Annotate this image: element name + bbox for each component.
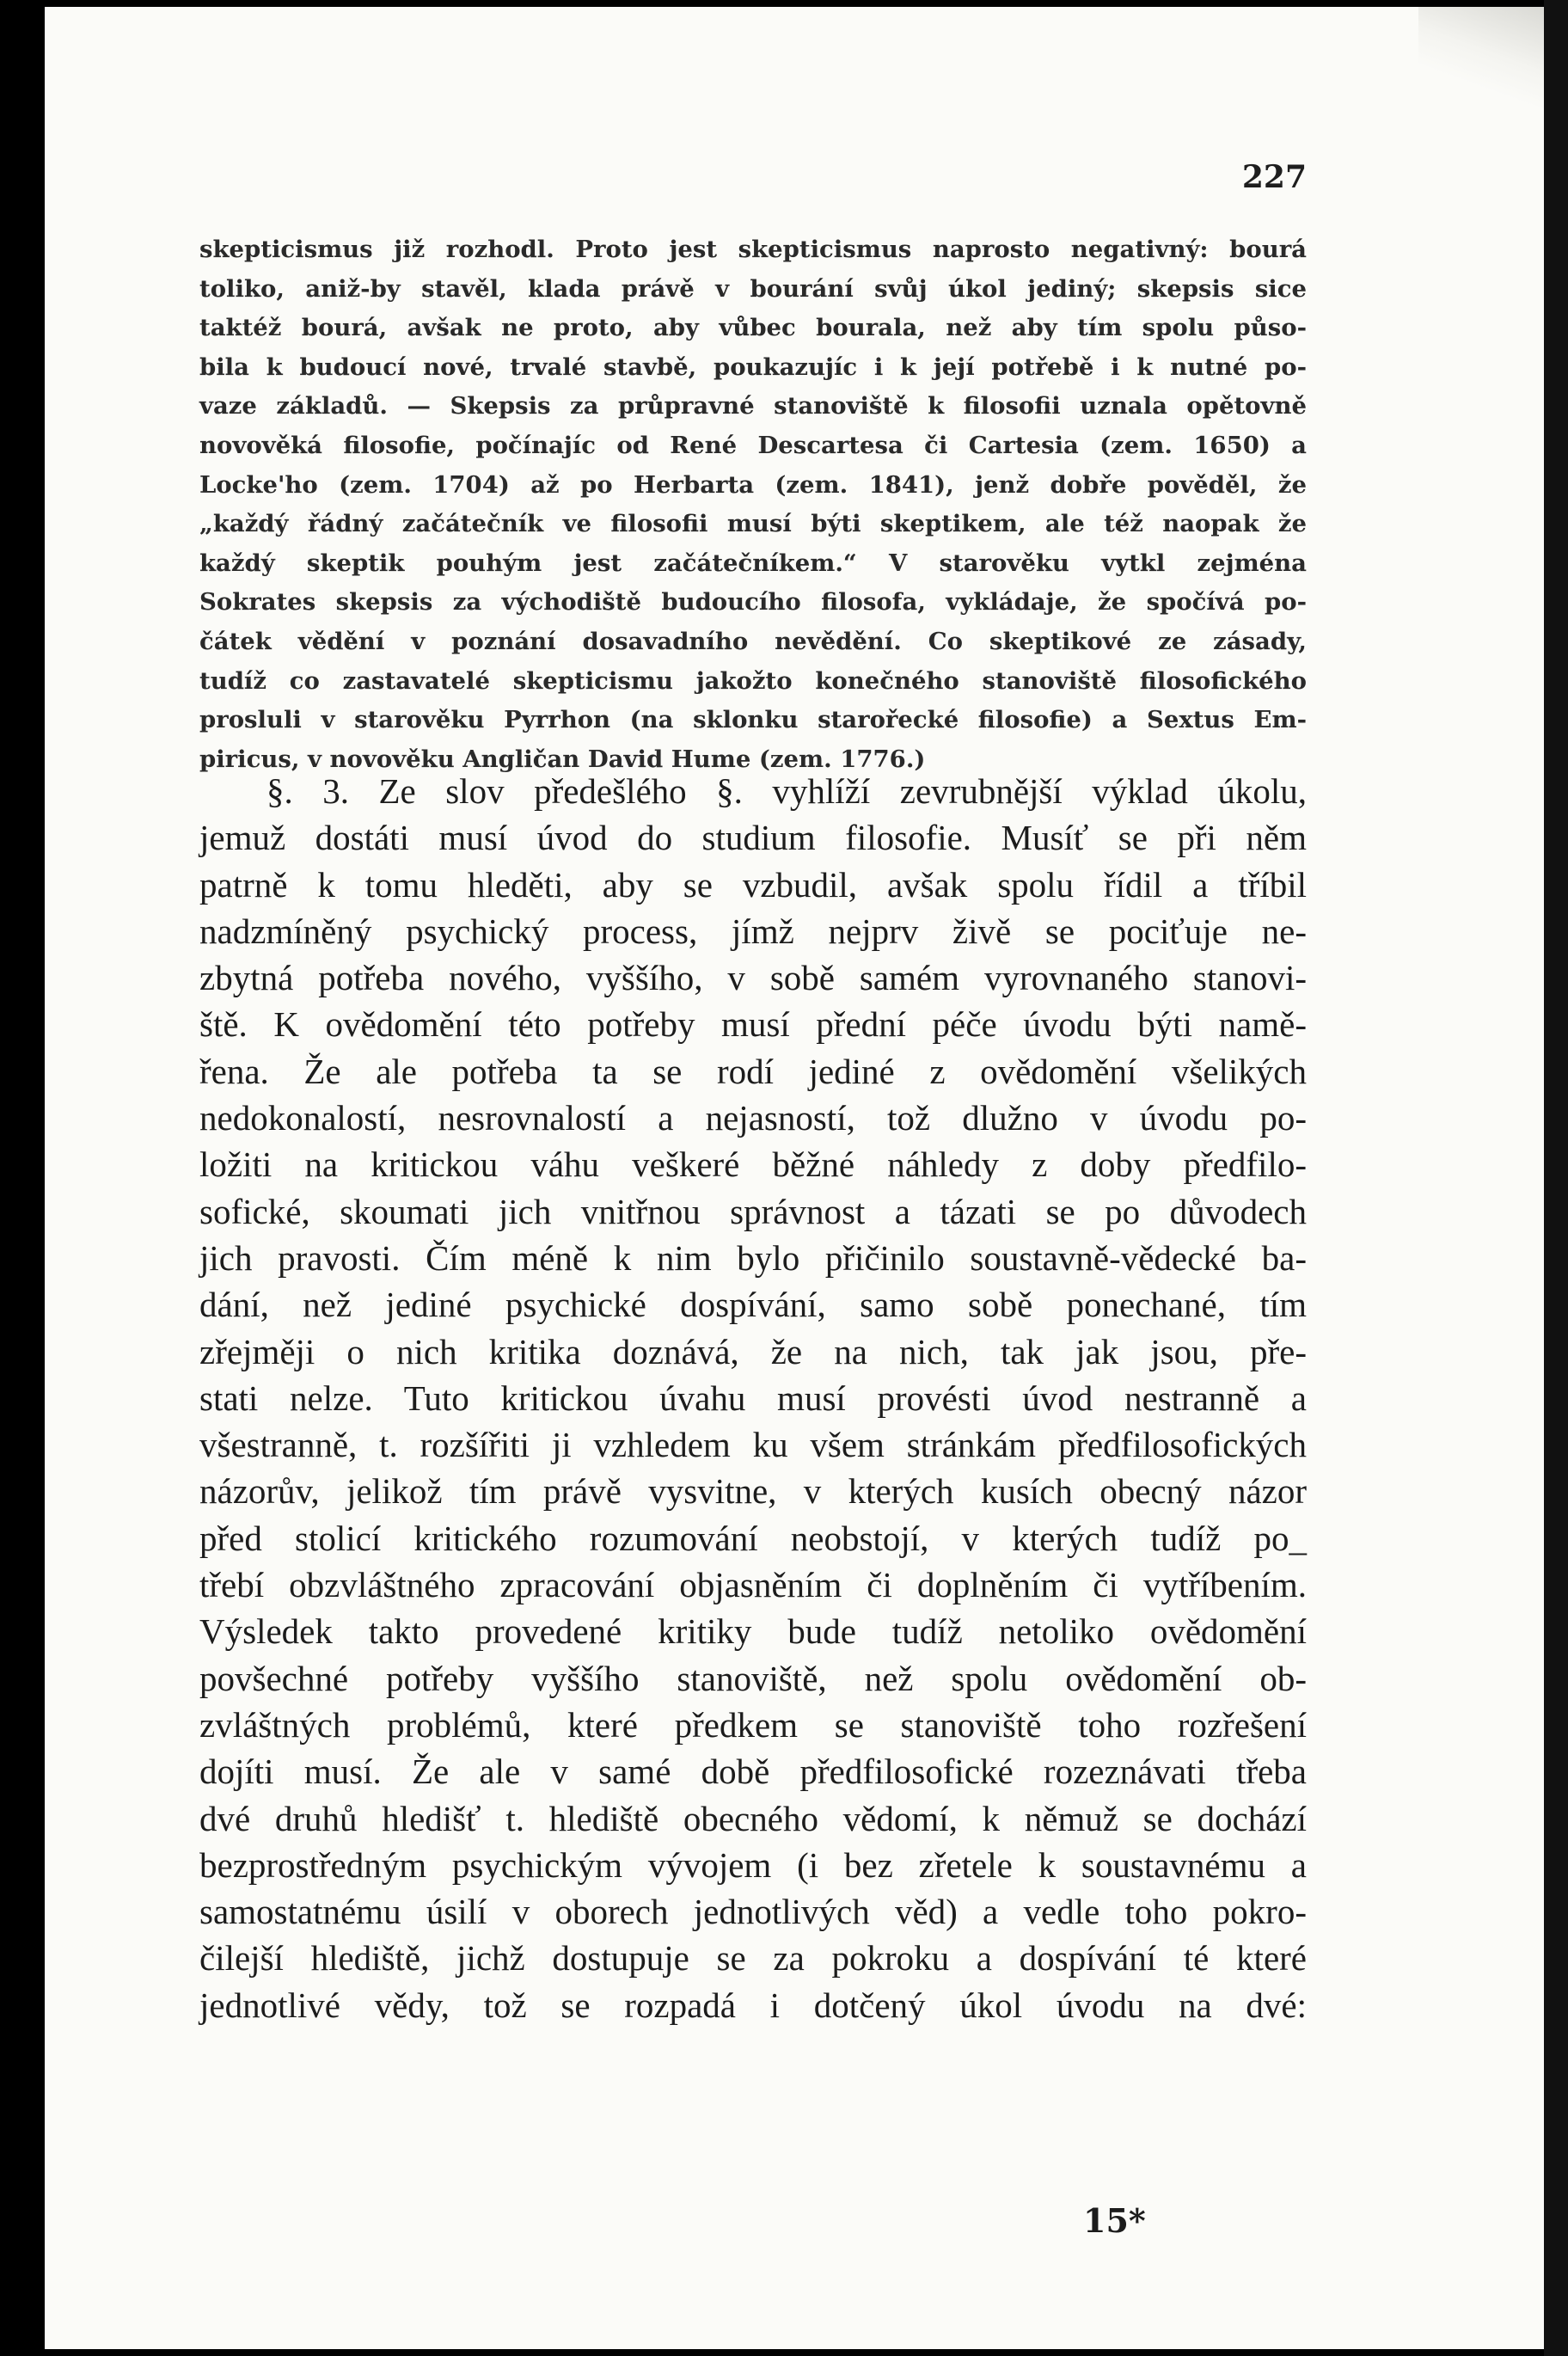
page-curl-shadow: [1418, 7, 1547, 110]
text-line: povšechné potřeby vyššího stanoviště, než spolu ovědomění ob-: [199, 1658, 1307, 1698]
text-line: bila k budoucí nové, trvalé stavbě, poukazujíc i k její potřebě i k nutné po-: [199, 353, 1307, 381]
section-heading-line: §. 3. Ze slov předešlého §. vyhlíží zevrubnější výklad úkolu,: [266, 771, 1307, 811]
text-line: nedokonalostí, nesrovnalostí a nejasností, tož dlužno v úvodu po-: [199, 1098, 1307, 1138]
page-number: 227: [1241, 159, 1307, 195]
text-line: sofické, skoumati jich vnitřnou správnost a tázati se po důvodech: [199, 1191, 1307, 1231]
text-line: názorův, jelikož tím právě vysvitne, v kterých kusích obecný názor: [199, 1471, 1307, 1512]
text-line: ložiti na kritickou váhu veškeré běžné náhledy z doby předfilo-: [199, 1144, 1307, 1185]
text-line: nadzmíněný psychický process, jímž nejprv živě se pociťuje ne-: [199, 911, 1307, 951]
text-line: jich pravosti. Čím méně k nim bylo přičinilo soustavně-vědecké ba-: [199, 1237, 1307, 1278]
text-line: Locke'ho (zem. 1704) až po Herbarta (zem. 1841), jenž dobře pověděl, že: [199, 470, 1307, 499]
text-line: patrně k tomu hleděti, aby se vzbudil, avšak spolu řídil a tříbil: [199, 864, 1307, 905]
text-line: čilejší hlediště, jichž dostupuje se za pokroku a dospívání té které: [199, 1938, 1307, 1979]
signature-mark: 15*: [1083, 2201, 1146, 2240]
text-line: taktéž bourá, avšak ne proto, aby vůbec bourala, než aby tím spolu půso-: [199, 314, 1307, 342]
text-line: třebí obzvláštného zpracování objasněním či doplněním či vytříbením.: [199, 1565, 1307, 1605]
text-line: dání, než jediné psychické dospívání, samo sobě ponechané, tím: [199, 1285, 1307, 1325]
text-line: Výsledek takto provedené kritiky bude tudíž netoliko ovědomění: [199, 1611, 1307, 1652]
text-line: všestranně, t. rozšířiti ji vzhledem ku všem stránkám předfilosofických: [199, 1425, 1307, 1465]
text-line: ště. K ovědomění této potřeby musí přední péče úvodu býti namě-: [199, 1004, 1307, 1045]
text-line: novověká filosofie, počínajíc od René Descartesa či Cartesia (zem. 1650) a: [199, 431, 1307, 459]
text-line: Sokrates skepsis za východiště budoucího filosofa, vykládaje, že spočívá po-: [199, 588, 1307, 617]
text-line: každý skeptik pouhým jest začátečníkem.“ V starověku vytkl zejména: [199, 549, 1307, 577]
scan-edge: [1544, 0, 1568, 2356]
text-line: řena. Že ale potřeba ta se rodí jediné z ovědomění všelikých: [199, 1051, 1307, 1091]
text-line: toliko, aniž-by stavěl, klada právě v bourání svůj úkol jediný; skepsis sice: [199, 274, 1307, 303]
text-line: zvláštných problémů, které předkem se stanoviště toho rozřešení: [199, 1704, 1307, 1745]
text-line: před stolicí kritického rozumování neobstojí, v kterých tudíž po_: [199, 1518, 1307, 1558]
text-line: vaze základů. — Skepsis za průpravné stanoviště k filosofii uznala opětovně: [199, 392, 1307, 420]
text-line: skepticismus již rozhodl. Proto jest skepticismus naprosto negativný: bourá: [199, 236, 1307, 263]
text-line: „každý řádný začátečník ve filosofii musí býti skeptikem, ale též naopak že: [199, 510, 1307, 538]
text-line: piricus, v novověku Angličan David Hume (zem. 1776.): [199, 745, 926, 773]
text-line: stati nelze. Tuto kritickou úvahu musí provésti úvod nestranně a: [199, 1377, 1307, 1418]
text-line: prosluli v starověku Pyrrhon (na sklonku starořecké filosofie) a Sextus Em-: [199, 706, 1307, 734]
text-line: dvé druhů hledišť t. hlediště obecného vědomí, k němuž se dochází: [199, 1798, 1307, 1838]
text-line: čátek vědění v poznání dosavadního nevědění. Co skeptikové ze zásady,: [199, 627, 1307, 655]
text-line: zřejměji o nich kritika doznává, že na nich, tak jak jsou, pře-: [199, 1331, 1307, 1371]
section-paragraph: [199, 768, 1307, 2028]
text-line: jednotlivé vědy, tož se rozpadá i dotčený úkol úvodu na dvé:: [199, 1985, 1307, 2025]
text-line: tudíž co zastavatelé skepticismu jakožto konečného stanoviště filosofického: [199, 666, 1307, 695]
text-line: dojíti musí. Že ale v samé době předfilosofické rozeznávati třeba: [199, 1752, 1307, 1792]
text-line: samostatnému úsilí v oborech jednotlivých věd) a vedle toho pokro-: [199, 1892, 1307, 1932]
footnote-paragraph: [199, 230, 1307, 779]
text-line: jemuž dostáti musí úvod do studium filosofie. Musíť se při něm: [199, 818, 1307, 858]
text-line: bezprostředným psychickým vývojem (i bez zřetele k soustavnému a: [199, 1844, 1307, 1885]
text-line: zbytná potřeba nového, vyššího, v sobě samém vyrovnaného stanovi-: [199, 958, 1307, 998]
